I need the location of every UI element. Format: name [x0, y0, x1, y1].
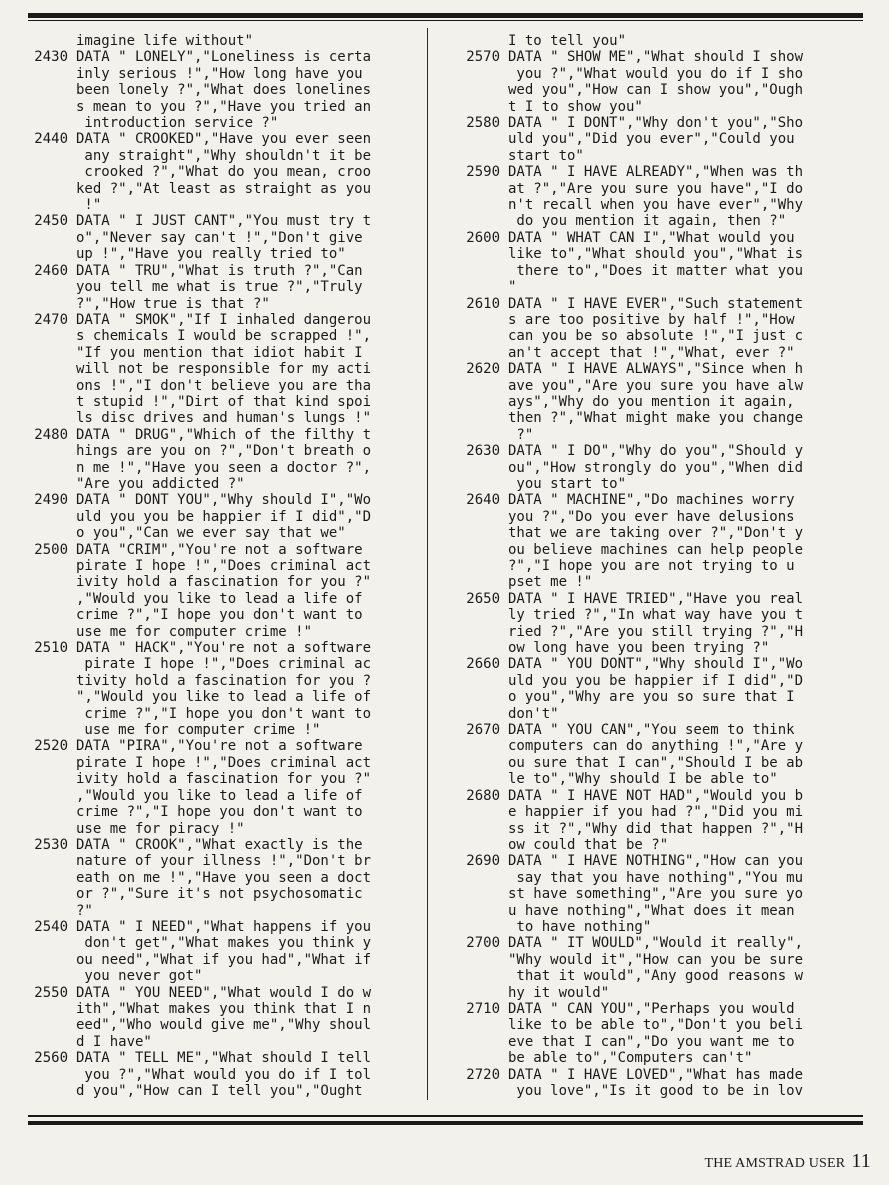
code-line [14, 985, 422, 1051]
code-text: DATA " DONT YOU","Why should I","Wo uld you you be happier if I did","D o you","Can we ever say that we" [76, 492, 372, 542]
code-text: DATA " WHAT CAN I","What would you like to","What should you","What is there to","Does it matter what you " [508, 229, 804, 296]
code-line [14, 312, 422, 427]
line-number: 2540 [34, 918, 68, 935]
code-line [446, 115, 858, 164]
line-number: 2640 [466, 492, 500, 509]
code-line [14, 837, 422, 919]
code-text: DATA " SMOK","If I inhaled dangerou s chemicals I would be scrapped !", "If you mention that idiot habit I will not be responsible for my acti ons !","I don't believe you are tha t stupid !","Dirt of that kind spoi ls disc drives and human's lungs !" [76, 311, 372, 427]
line-number: 2550 [34, 984, 68, 1001]
code-text: DATA " YOU CAN","You seem to think computers can do anything !","Are y ou sure that I can","Should I be ab le to","Why should I be able to" [508, 722, 804, 788]
line-number: 2460 [34, 262, 68, 279]
code-line [14, 131, 422, 213]
line-number: 2590 [466, 164, 500, 181]
code-line [446, 164, 858, 230]
line-number: 2440 [34, 131, 68, 148]
line-number: 2690 [466, 853, 500, 870]
code-line [14, 33, 422, 49]
line-number: 2570 [466, 49, 500, 66]
line-number: 2630 [466, 443, 500, 460]
code-line [14, 738, 422, 836]
line-number: 2660 [466, 656, 500, 673]
code-line [446, 656, 858, 722]
code-text: imagine life without" [76, 33, 254, 49]
code-text: DATA " HACK","You're not a software pirate I hope !","Does criminal ac tivity hold a fascination for you ? ","Would you like to lead a life of crime ?","I hope you don't want to use me for computer crime !" [76, 640, 372, 739]
code-text: DATA " YOU DONT","Why should I","Wo uld you you be happier if I did","D o you","Why are you so sure that I don't" [508, 656, 804, 722]
code-line [446, 49, 858, 115]
line-number: 2710 [466, 1000, 500, 1017]
line-number: 2470 [34, 311, 68, 328]
code-line [14, 542, 422, 640]
line-number: 2480 [34, 426, 68, 443]
column-divider [427, 28, 428, 1100]
line-number: 2560 [34, 1050, 68, 1067]
code-text: DATA " CAN YOU","Perhaps you would like to be able to","Don't you beli eve that I can","Do you want me to be able to","Computers can't" [508, 1000, 804, 1067]
code-text: DATA " TELL ME","What should I tell you ?","What would you do if I tol d you","How can I tell you","Ought [76, 1050, 372, 1099]
code-line [446, 492, 858, 590]
code-line [446, 722, 858, 788]
code-line [446, 935, 858, 1001]
code-line [446, 361, 858, 443]
code-line [14, 213, 422, 262]
line-number: 2600 [466, 229, 500, 246]
code-line [14, 640, 422, 738]
code-text: DATA " I HAVE EVER","Such statement s are too positive by half !","How can you be so absolute !","I just c an't accept that !","What, ever ?" [508, 295, 804, 361]
code-line [446, 33, 858, 49]
code-text: DATA " I HAVE NOTHING","How can you say that you have nothing","You mu st have something","Are you sure yo u have nothing","What does it mean to have nothing" [508, 853, 804, 935]
code-line [14, 49, 422, 131]
code-line [446, 591, 858, 657]
code-text: DATA " I HAVE ALREADY","When was th at ?","Are you sure you have","I do n't recall when you have ever","Why do you mention it again, then ?" [508, 164, 804, 230]
line-number [446, 33, 508, 49]
code-text: DATA " LONELY","Loneliness is certa inly serious !","How long have you been lonely ?","What does lonelines s mean to you ?","Have you tried an introduction service ?" [76, 49, 372, 132]
bottom-rule-thick [28, 1121, 863, 1125]
code-line [446, 1001, 858, 1067]
code-text: DATA " I HAVE ALWAYS","Since when h ave you","Are you sure you have alw ays","Why do you mention it again, then ?","What might make you change ?" [508, 361, 804, 443]
line-number: 2720 [466, 1066, 500, 1083]
code-text: DATA " I HAVE TRIED","Have you real ly tried ?","In what way have you t ried ?","Are you still trying ?","H ow long have you been trying ?" [508, 590, 804, 657]
code-text: DATA "PIRA","You're not a software pirate I hope !","Does criminal act ivity hold a fascination for you ?" ,"Would you like to lead a life of crime ?","I hope you don't want to use me for piracy !" [76, 738, 372, 837]
line-number: 2650 [466, 590, 500, 607]
code-line [14, 427, 422, 493]
bottom-rule-thin [28, 1115, 863, 1117]
code-text: DATA " I DO","Why do you","Should y ou","How strongly do you","When did you start to" [508, 443, 804, 492]
code-text: DATA " CROOKED","Have you ever seen any straight","Why shouldn't it be crooked ?","What do you mean, croo ked ?","At least as straight as you !" [76, 131, 372, 214]
code-text: DATA " I DONT","Why don't you","Sho uld you","Did you ever","Could you start to" [508, 115, 804, 164]
code-text: DATA "CRIM","You're not a software pirate I hope !","Does criminal act ivity hold a fascination for you ?" ,"Would you like to lead a life of crime ?","I hope you don't want to use me for computer crime !" [76, 541, 372, 640]
line-number: 2610 [466, 295, 500, 312]
code-text: I to tell you" [508, 33, 627, 49]
code-line [14, 492, 422, 541]
code-line [446, 296, 858, 362]
code-line [14, 919, 422, 985]
code-text: DATA " I NEED","What happens if you don't get","What makes you think y ou need","What if you had","What if you never got" [76, 918, 372, 985]
publication-name: THE AMSTRAD USER [704, 1156, 846, 1171]
code-line [14, 1050, 422, 1099]
line-number: 2500 [34, 541, 68, 558]
code-text: DATA " CROOK","What exactly is the nature of your illness !","Don't br eath on me !","Have you seen a doct or ?","Sure it's not psychosomatic ?" [76, 836, 372, 919]
line-number: 2520 [34, 738, 68, 755]
code-text: DATA " TRU","What is truth ?","Can you tell me what is true ?","Truly ?","How true is that ?" [76, 262, 363, 312]
line-number [14, 33, 76, 49]
line-number: 2490 [34, 492, 68, 509]
code-text: DATA " I HAVE LOVED","What has made you love","Is it good to be in lov [508, 1066, 804, 1099]
code-text: DATA " MACHINE","Do machines worry you ?","Do you ever have delusions that we are taking over ?","Don't y ou believe machines can help people ?","I hope you are not trying to u pset me !" [508, 492, 804, 591]
code-text: DATA " I JUST CANT","You must try t o","Never say can't !","Don't give up !","Have you really tried to" [76, 213, 372, 263]
page-number: 11 [851, 1150, 871, 1172]
line-number: 2580 [466, 115, 500, 132]
line-number: 2510 [34, 640, 68, 657]
code-text: DATA " YOU NEED","What would I do w ith","What makes you think that I n eed","Who would give me","Why shoul d I have" [76, 984, 372, 1050]
left-code-column [14, 33, 422, 1099]
code-line [446, 853, 858, 935]
code-text: DATA " I HAVE NOT HAD","Would you b e happier if you had ?","Did you mi ss it ?","Why did that happen ?","H ow could that be ?" [508, 787, 804, 853]
code-line [446, 1067, 858, 1100]
line-number: 2430 [34, 49, 68, 66]
code-text: DATA " IT WOULD","Would it really", "Why would it","How can you be sure that it would","Any good reasons w hy it would" [508, 935, 804, 1001]
line-number: 2450 [34, 213, 68, 230]
line-number: 2530 [34, 836, 68, 853]
page-footer [704, 1150, 871, 1173]
code-line [446, 230, 858, 296]
top-rule-thin [28, 20, 863, 21]
line-number: 2670 [466, 722, 500, 739]
line-number: 2700 [466, 935, 500, 952]
code-text: DATA " SHOW ME","What should I show you ?","What would you do if I sho wed you","How can I show you","Ough t I to show you" [508, 49, 804, 115]
line-number: 2620 [466, 361, 500, 378]
right-code-column [446, 33, 858, 1099]
top-rule-thick [28, 13, 863, 18]
code-text: DATA " DRUG","Which of the filthy t hings are you on ?","Don't breath o n me !","Have you seen a doctor ?", "Are you addicted ?" [76, 426, 372, 492]
code-line [446, 443, 858, 492]
line-number: 2680 [466, 787, 500, 804]
code-line [14, 263, 422, 312]
code-line [446, 788, 858, 854]
